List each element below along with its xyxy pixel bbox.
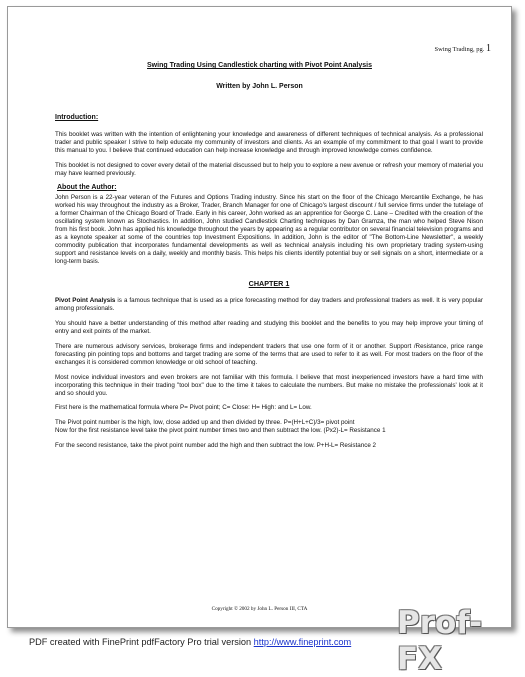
chapter-paragraph-3: There are numerous advisory services, brokerage firms and independent traders that use one form of it or another. Support /Resistance, price range forecasting pin pointing tops and bottoms and target trading are some of the terms that are used to refer to it as well. For most traders on the floor of the exchanges it is considered common knowledge or old school of teaching. bbox=[55, 343, 483, 366]
about-author-heading: About the Author: bbox=[57, 184, 117, 192]
chapter-paragraph-4: Most novice individual investors and even brokers are not familiar with this formula. I believe that most inexperienced investors have a hard time with incorporating this technique in their trading "tool box" due to the time it takes to calculate the numbers. But make no mistake the professionals' look at it and so should you. bbox=[55, 373, 483, 397]
chapter-paragraph-5: First here is the mathematical formula where P= Pivot point; C= Close: H= High: and L= Low. bbox=[55, 404, 312, 412]
chapter-paragraph-1-rest: is a famous technique that is used as a price forecasting method for day traders and professional traders as well. It is very popular among professionals. bbox=[55, 297, 483, 313]
document-title: Swing Trading Using Candlestick charting with Pivot Point Analysis bbox=[147, 62, 372, 69]
document-page bbox=[7, 6, 512, 628]
chapter-heading: CHAPTER 1 bbox=[248, 278, 290, 288]
copyright-footer: Copyright © 2002 by John L. Person III, CTA bbox=[211, 606, 308, 612]
document-body bbox=[55, 114, 483, 457]
intro-paragraph-2: This booklet is not designed to cover every detail of the material discussed but to help you to explore a new avenue or refresh your memory of material you may have learned previously. bbox=[55, 161, 484, 177]
chapter-paragraph-6 bbox=[55, 419, 483, 435]
chapter-paragraph-7: For the second resistance, take the pivot point number add the high and then subtract the low. P+H-L= Resistance 2 bbox=[55, 442, 377, 450]
pdf-credit-text: PDF created with FinePrint pdfFactory Pro trial version bbox=[29, 637, 254, 647]
running-header bbox=[435, 43, 491, 54]
prof-fx-watermark: Prof-FX bbox=[397, 605, 483, 677]
fineprint-link[interactable]: http://www.fineprint.com bbox=[253, 637, 352, 647]
about-paragraph: John Person is a 22-year veteran of the Futures and Options Trading industry. Since his start on the floor of the Chicago Mercantile Exchange, he has worked his way throughout the industry as a Broker, Trader, Branch Manager for one of Chicago's largest discount / full service firms under the tutelage of a former Chairman of the Chicago Board of Trade. Early in his career, John worked as an apprentice for George C. Lane – Credited with the creation of the oscillating system known as Stochastics. In addition, John studied Candlestick Charting techniques by Dan Gramza, the man who helped Steve Nison from his first book. John has applied his knowledge throughout the years by appearing as a regular contributor on several financial television programs and as a keynote speaker at some of the countries top Investment Expositions. In addition, John is the editor of "The Bottom-Line Newsletter", a weekly commodity publication that incorporates fundamental developments as well as technical analysis including his own proprietary trading system-using support and resistance levels on a daily, weekly and monthly basis. This helps his clients identify potential buy or sell signals on a short, intermediate or a long-term basis. bbox=[55, 194, 483, 265]
intro-paragraph-1: This booklet was written with the intention of enlightening your knowledge and awareness of different techniques of technical analysis. As a professional trader and public speaker I strive to help educate my community of investors and clients. As an example of my commitment to that goal I want to provide this manual to you. I believe that continued education can help increase knowledge and through improved knowledge comes confidence. bbox=[55, 130, 483, 154]
resistance-1-line: Now for the first resistance level take the pivot point number times two and then subtract the low. (Px2)-L= Resistance 1 bbox=[55, 427, 386, 435]
introduction-heading: Introduction: bbox=[55, 114, 99, 121]
chapter-paragraph-1 bbox=[55, 297, 483, 313]
pdf-credit-line bbox=[29, 637, 351, 647]
chapter-paragraph-2: You should have a better understanding of this method after reading and studying this booklet and the benefits to you may help improve your timing of entry and exit points of the market. bbox=[55, 320, 483, 336]
running-title: Swing Trading, pg. bbox=[434, 46, 485, 53]
pivot-point-term: Pivot Point Analysis bbox=[55, 297, 116, 305]
document-author: Written by John L. Person bbox=[216, 83, 303, 90]
page-number: 1 bbox=[486, 43, 491, 54]
pivot-formula-line: The Pivot point number is the high, low, close added up and then divided by three. P=(H+L+C)/3= pivot point bbox=[55, 419, 355, 427]
